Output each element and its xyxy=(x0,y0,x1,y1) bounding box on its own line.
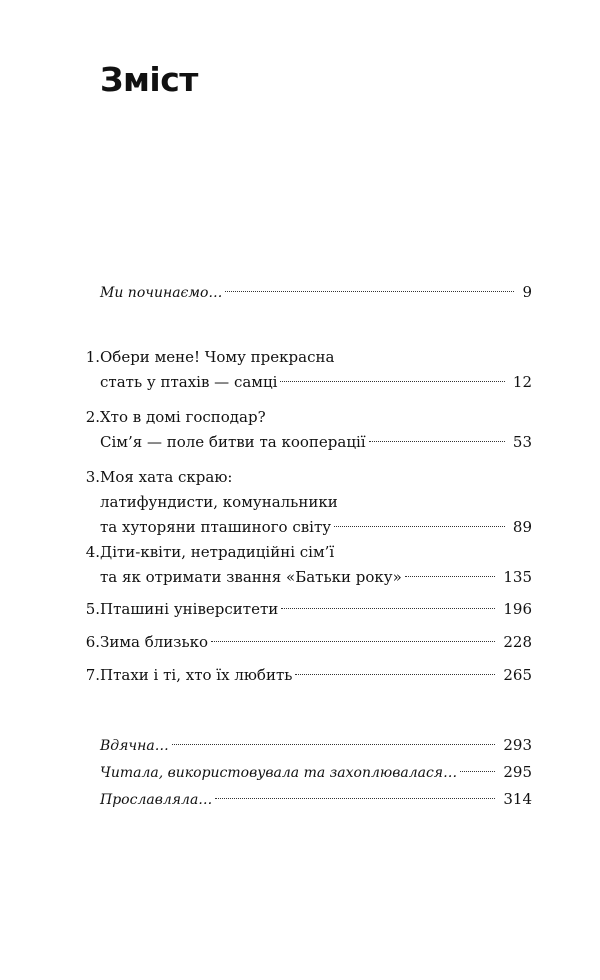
chapter-number: 2. xyxy=(85,408,100,426)
chapter-number: 1. xyxy=(85,348,100,366)
chapter-title-line: Моя хата скраю: xyxy=(100,468,233,486)
page-number: 196 xyxy=(503,600,532,618)
chapter-title-line: Обери мене! Чому прекрасна xyxy=(100,348,335,366)
dot-leader xyxy=(460,755,495,772)
page-number: 9 xyxy=(522,283,532,301)
dot-leader xyxy=(280,365,505,382)
page-title: Зміст xyxy=(100,60,198,99)
chapter-title-line: стать у птахів — самці xyxy=(100,373,278,391)
chapter-title-line: Птахи і ті, хто їх любить xyxy=(100,666,293,684)
page-number: 314 xyxy=(503,790,532,808)
page-number: 53 xyxy=(512,433,532,451)
chapter-title-line: та як отримати звання «Батьки року» xyxy=(100,568,402,586)
chapter-title-line: Діти-квіти, нетрадиційні сім’ї xyxy=(100,543,335,561)
dot-leader xyxy=(211,625,495,642)
toc-entry-chapter-4[interactable] xyxy=(0,540,600,590)
page-number: 89 xyxy=(512,518,532,536)
page-number: 135 xyxy=(503,568,532,586)
chapter-number: 7. xyxy=(85,666,100,684)
chapter-number: 4. xyxy=(85,543,100,561)
dot-leader xyxy=(334,510,505,527)
toc-entry-chapter-2[interactable] xyxy=(0,405,600,455)
dot-leader xyxy=(225,275,514,292)
entry-label: Вдячна… xyxy=(100,738,169,754)
page-number: 228 xyxy=(503,633,532,651)
page-number: 295 xyxy=(503,763,532,781)
chapter-title-line: та хуторяни пташиного світу xyxy=(100,518,332,536)
chapter-title-line: латифундисти, комунальники xyxy=(100,493,338,511)
entry-label: Читала, використовувала та захоплювалася… xyxy=(100,765,458,781)
chapter-title-line: Пташині університети xyxy=(100,600,279,618)
dot-leader xyxy=(405,560,496,577)
toc-entry-chapter-5[interactable] xyxy=(0,597,600,622)
toc-entry-chapter-3[interactable] xyxy=(0,465,600,540)
dot-leader xyxy=(172,728,496,745)
chapter-number: 5. xyxy=(85,600,100,618)
toc-entry-chapter-6[interactable] xyxy=(0,630,600,655)
entry-label: Ми починаємо… xyxy=(100,285,223,301)
dot-leader xyxy=(281,592,495,609)
toc-entry-intro[interactable] xyxy=(0,280,600,305)
chapter-title-line: Сім’я — поле битви та кооперації xyxy=(100,433,366,451)
chapter-number: 6. xyxy=(85,633,100,651)
toc-entry-thanks[interactable] xyxy=(0,733,600,758)
page-number: 265 xyxy=(503,666,532,684)
toc-entry-glorified[interactable] xyxy=(0,787,600,812)
dot-leader xyxy=(369,425,505,442)
page-number: 12 xyxy=(512,373,532,391)
chapter-title-line: Зима близько xyxy=(100,633,209,651)
toc-entry-chapter-7[interactable] xyxy=(0,663,600,688)
toc-entry-chapter-1[interactable] xyxy=(0,345,600,395)
chapter-number: 3. xyxy=(85,468,100,486)
entry-label: Прославляла… xyxy=(100,792,213,808)
dot-leader xyxy=(215,782,495,799)
chapter-title-line: Хто в домі господар? xyxy=(100,408,266,426)
dot-leader xyxy=(295,658,495,675)
page-number: 293 xyxy=(503,736,532,754)
